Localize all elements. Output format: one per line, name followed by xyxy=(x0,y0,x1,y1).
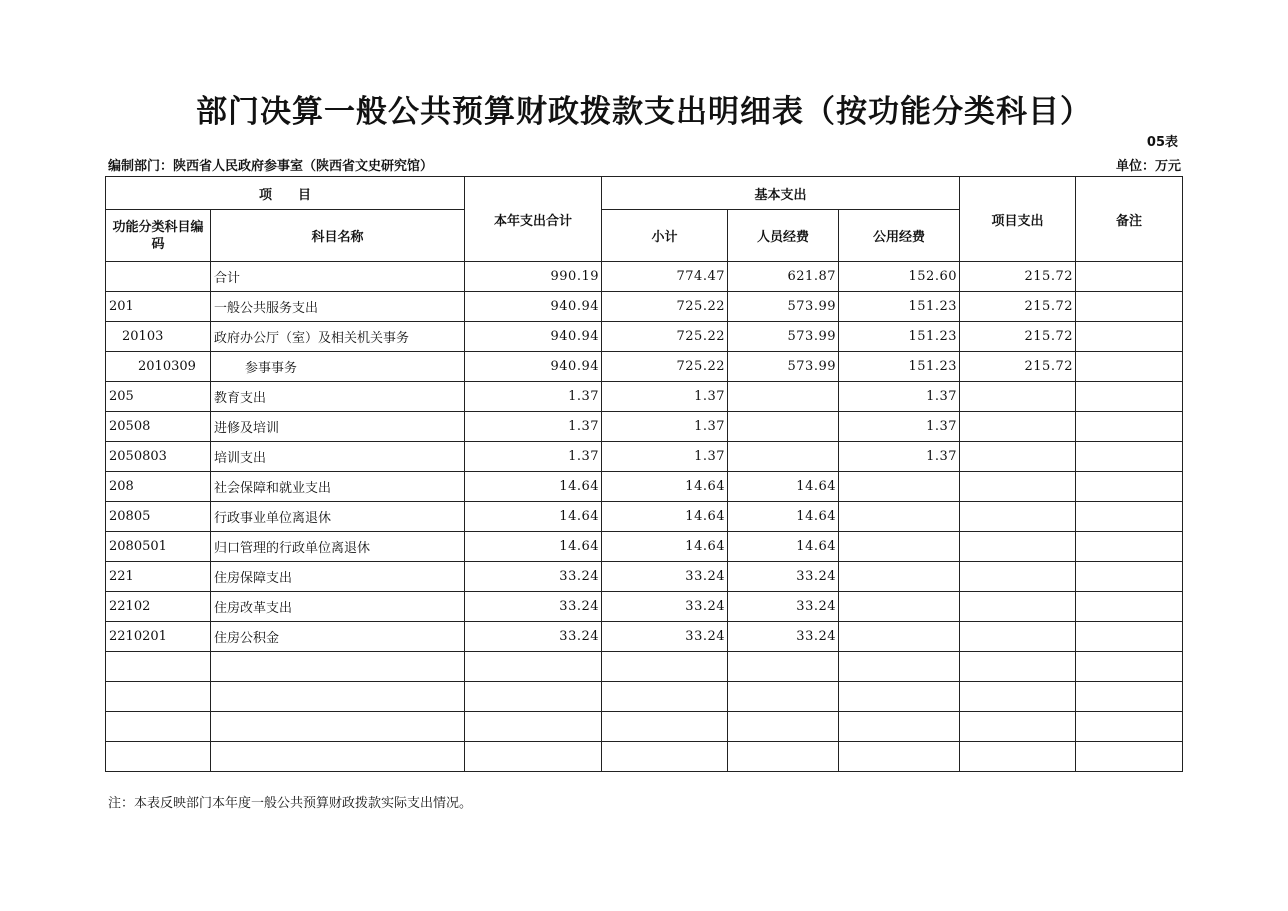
personnel-cell: 14.64 xyxy=(728,472,839,502)
project-header: 项目支出 xyxy=(960,177,1076,262)
project-cell: 215.72 xyxy=(960,262,1076,292)
public-cell xyxy=(839,682,960,712)
subtotal-header: 小计 xyxy=(602,210,728,262)
table-row xyxy=(106,322,1183,352)
subtotal-cell: 774.47 xyxy=(602,262,728,292)
name-header: 科目名称 xyxy=(211,210,465,262)
remark-cell xyxy=(1076,382,1183,412)
table-row xyxy=(106,412,1183,442)
public-cell xyxy=(839,622,960,652)
project-cell xyxy=(960,682,1076,712)
name-cell: 政府办公厅（室）及相关机关事务 xyxy=(211,322,465,352)
name-cell: 住房改革支出 xyxy=(211,592,465,622)
project-cell xyxy=(960,442,1076,472)
name-cell xyxy=(211,742,465,772)
personnel-cell: 573.99 xyxy=(728,352,839,382)
total-cell: 14.64 xyxy=(465,502,602,532)
project-cell xyxy=(960,742,1076,772)
name-cell xyxy=(211,712,465,742)
subtotal-cell xyxy=(602,712,728,742)
page-title: 部门决算一般公共预算财政拨款支出明细表（按功能分类科目） xyxy=(196,94,1092,130)
total-cell: 1.37 xyxy=(465,382,602,412)
name-cell: 教育支出 xyxy=(211,382,465,412)
table-number: 05表 xyxy=(1146,135,1178,150)
code-cell: 205 xyxy=(106,382,211,412)
public-cell xyxy=(839,562,960,592)
subtotal-cell: 33.24 xyxy=(602,592,728,622)
table-row xyxy=(106,472,1183,502)
subtotal-cell: 1.37 xyxy=(602,412,728,442)
project-cell xyxy=(960,412,1076,442)
name-cell: 合计 xyxy=(211,262,465,292)
remark-cell xyxy=(1076,292,1183,322)
remark-cell xyxy=(1076,682,1183,712)
total-cell: 1.37 xyxy=(465,412,602,442)
table-row xyxy=(106,442,1183,472)
table-row xyxy=(106,712,1183,742)
project-cell: 215.72 xyxy=(960,322,1076,352)
table-row xyxy=(106,742,1183,772)
remark-cell xyxy=(1076,472,1183,502)
remark-cell xyxy=(1076,502,1183,532)
public-cell: 151.23 xyxy=(839,322,960,352)
code-cell: 20103 xyxy=(106,322,211,352)
code-cell: 221 xyxy=(106,562,211,592)
code-header: 功能分类科目编码 xyxy=(106,210,211,262)
subtotal-cell xyxy=(602,682,728,712)
subtotal-cell: 725.22 xyxy=(602,292,728,322)
code-cell: 2080501 xyxy=(106,532,211,562)
total-cell: 33.24 xyxy=(465,562,602,592)
personnel-cell xyxy=(728,682,839,712)
subtotal-cell: 14.64 xyxy=(602,472,728,502)
table-row xyxy=(106,652,1183,682)
public-cell: 1.37 xyxy=(839,442,960,472)
public-cell xyxy=(839,502,960,532)
table-row xyxy=(106,502,1183,532)
code-cell: 2050803 xyxy=(106,442,211,472)
project-cell xyxy=(960,562,1076,592)
total-cell: 14.64 xyxy=(465,532,602,562)
remark-cell xyxy=(1076,742,1183,772)
name-cell: 一般公共服务支出 xyxy=(211,292,465,322)
department-label: 编制部门：陕西省人民政府参事室（陕西省文史研究馆） xyxy=(108,159,434,174)
total-cell xyxy=(465,742,602,772)
footnote: 注：本表反映部门本年度一般公共预算财政拨款实际支出情况。 xyxy=(108,796,473,811)
project-cell: 215.72 xyxy=(960,292,1076,322)
subtotal-cell: 1.37 xyxy=(602,442,728,472)
public-cell: 152.60 xyxy=(839,262,960,292)
subtotal-cell: 33.24 xyxy=(602,622,728,652)
project-cell xyxy=(960,652,1076,682)
public-cell: 151.23 xyxy=(839,352,960,382)
total-cell: 33.24 xyxy=(465,622,602,652)
subtotal-cell: 14.64 xyxy=(602,532,728,562)
header-info xyxy=(108,155,1181,175)
code-cell xyxy=(106,652,211,682)
name-cell: 社会保障和就业支出 xyxy=(211,472,465,502)
personnel-cell: 621.87 xyxy=(728,262,839,292)
personnel-cell xyxy=(728,652,839,682)
code-cell: 201 xyxy=(106,292,211,322)
code-cell: 20805 xyxy=(106,502,211,532)
remark-cell xyxy=(1076,532,1183,562)
subtotal-cell: 33.24 xyxy=(602,562,728,592)
remark-header: 备注 xyxy=(1076,177,1183,262)
code-cell xyxy=(106,742,211,772)
project-cell xyxy=(960,532,1076,562)
project-cell xyxy=(960,592,1076,622)
public-cell xyxy=(839,592,960,622)
personnel-cell: 33.24 xyxy=(728,622,839,652)
table-row xyxy=(106,592,1183,622)
remark-cell xyxy=(1076,262,1183,292)
personnel-header: 人员经费 xyxy=(728,210,839,262)
total-cell: 990.19 xyxy=(465,262,602,292)
personnel-cell: 573.99 xyxy=(728,322,839,352)
item-header: 项 目 xyxy=(106,177,465,210)
name-cell: 参事事务 xyxy=(211,352,465,382)
total-cell xyxy=(465,712,602,742)
name-cell xyxy=(211,652,465,682)
remark-cell xyxy=(1076,592,1183,622)
personnel-cell xyxy=(728,382,839,412)
public-cell xyxy=(839,712,960,742)
total-header: 本年支出合计 xyxy=(465,177,602,262)
name-cell xyxy=(211,682,465,712)
subtotal-cell: 725.22 xyxy=(602,352,728,382)
personnel-cell xyxy=(728,712,839,742)
total-cell: 940.94 xyxy=(465,352,602,382)
code-cell xyxy=(106,712,211,742)
personnel-cell: 33.24 xyxy=(728,562,839,592)
code-cell xyxy=(106,262,211,292)
public-cell xyxy=(839,532,960,562)
code-cell xyxy=(106,682,211,712)
project-cell xyxy=(960,472,1076,502)
table-row xyxy=(106,292,1183,322)
personnel-cell: 573.99 xyxy=(728,292,839,322)
table-row xyxy=(106,532,1183,562)
remark-cell xyxy=(1076,712,1183,742)
public-cell: 151.23 xyxy=(839,292,960,322)
total-cell xyxy=(465,682,602,712)
name-cell: 进修及培训 xyxy=(211,412,465,442)
total-cell xyxy=(465,652,602,682)
unit-label: 单位：万元 xyxy=(1115,159,1181,174)
total-cell: 14.64 xyxy=(465,472,602,502)
personnel-cell: 33.24 xyxy=(728,592,839,622)
code-cell: 2210201 xyxy=(106,622,211,652)
total-cell: 33.24 xyxy=(465,592,602,622)
remark-cell xyxy=(1076,412,1183,442)
table-row xyxy=(106,562,1183,592)
code-cell: 20508 xyxy=(106,412,211,442)
basic-header: 基本支出 xyxy=(602,177,960,210)
name-cell: 住房公积金 xyxy=(211,622,465,652)
table-row xyxy=(106,622,1183,652)
project-cell: 215.72 xyxy=(960,352,1076,382)
remark-cell xyxy=(1076,622,1183,652)
personnel-cell: 14.64 xyxy=(728,502,839,532)
name-cell: 行政事业单位离退休 xyxy=(211,502,465,532)
code-cell: 22102 xyxy=(106,592,211,622)
subtotal-cell: 1.37 xyxy=(602,382,728,412)
table-row xyxy=(106,382,1183,412)
personnel-cell xyxy=(728,442,839,472)
remark-cell xyxy=(1076,652,1183,682)
total-cell: 940.94 xyxy=(465,322,602,352)
subtotal-cell: 14.64 xyxy=(602,502,728,532)
name-cell: 培训支出 xyxy=(211,442,465,472)
public-cell: 1.37 xyxy=(839,382,960,412)
public-cell xyxy=(839,472,960,502)
total-cell: 1.37 xyxy=(465,442,602,472)
personnel-cell: 14.64 xyxy=(728,532,839,562)
name-cell: 住房保障支出 xyxy=(211,562,465,592)
public-cell: 1.37 xyxy=(839,412,960,442)
subtotal-cell xyxy=(602,652,728,682)
public-cell xyxy=(839,742,960,772)
public-header: 公用经费 xyxy=(839,210,960,262)
public-cell xyxy=(839,652,960,682)
remark-cell xyxy=(1076,322,1183,352)
remark-cell xyxy=(1076,562,1183,592)
total-cell: 940.94 xyxy=(465,292,602,322)
remark-cell xyxy=(1076,352,1183,382)
table-row xyxy=(106,262,1183,292)
personnel-cell xyxy=(728,412,839,442)
subtotal-cell: 725.22 xyxy=(602,322,728,352)
project-cell xyxy=(960,712,1076,742)
name-cell: 归口管理的行政单位离退休 xyxy=(211,532,465,562)
code-cell: 2010309 xyxy=(106,352,211,382)
expenditure-table xyxy=(105,176,1183,772)
project-cell xyxy=(960,502,1076,532)
personnel-cell xyxy=(728,742,839,772)
subtotal-cell xyxy=(602,742,728,772)
project-cell xyxy=(960,382,1076,412)
table-row xyxy=(106,352,1183,382)
project-cell xyxy=(960,622,1076,652)
remark-cell xyxy=(1076,442,1183,472)
code-cell: 208 xyxy=(106,472,211,502)
table-row xyxy=(106,682,1183,712)
